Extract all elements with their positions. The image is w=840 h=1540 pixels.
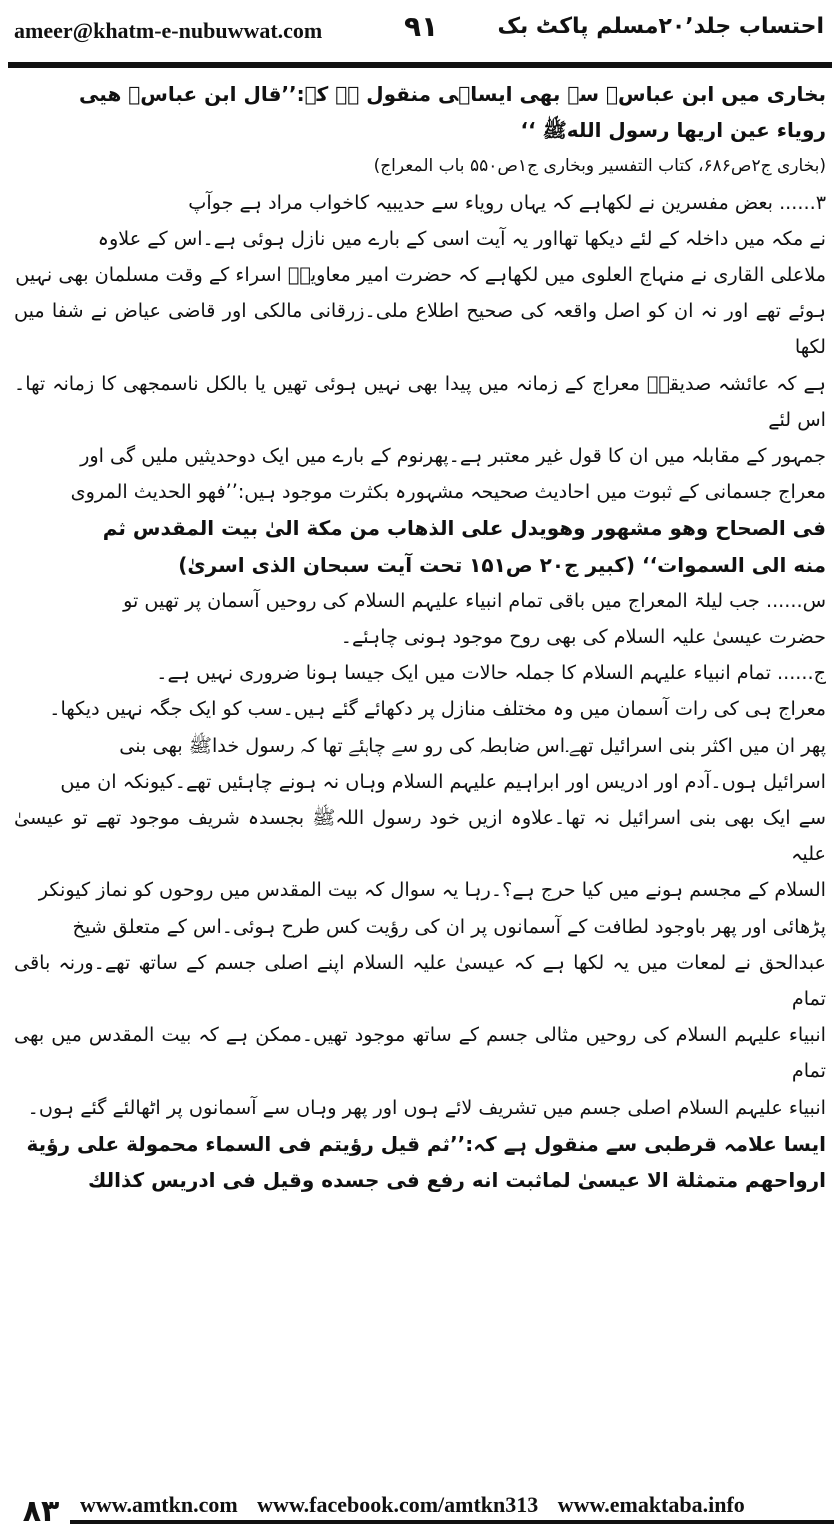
body-line: ہوئے تھے اور نہ ان کو اصل واقعہ کی صحیح اطلاع ملی۔زرقانی مالکی اور قاضی عیاض نے شفا میں لکھا [14, 299, 826, 359]
body-line: معراج ہی کی رات آسمان میں وہ مختلف منازل پر دکھائے گئے ہیں۔سب کو ایک جگہ نہیں دیکھا۔ [49, 697, 826, 721]
header-page-mark: ۹۱ [404, 10, 439, 43]
page-footer [0, 1486, 840, 1540]
body-line: ج...... تمام انبیاء علیہم السلام کا جملہ حالات میں ایک جیسا ہونا ضروری نہیں ہے۔ [156, 661, 826, 685]
body-line: (بخاری ج۲ص۶۸۶، کتاب التفسیر وبخاری ج۱ص۵۵۰ باب المعراج) [373, 156, 826, 177]
header-book-title: احتساب جلد۲۰٬مسلم پاکٹ بک [497, 14, 824, 39]
body-line: نے مکہ میں داخلہ کے لئے دیکھا تھااور یہ آیت اسی کے بارے میں نازل ہوئی ہے۔اس کے علاوہ [97, 226, 826, 250]
body-line: ۳...... بعض مفسرین نے لکھاہے کہ یہاں رویاء سے حدیبیہ کاخواب مراد ہے جوآپ [188, 190, 826, 214]
page-number: ۸۳ [22, 1494, 60, 1529]
body-line: س...... جب لیلۃ المعراج میں باقی تمام انبیاء علیہم السلام کی روحیں آسمان پر تھیں تو [123, 588, 826, 612]
footer-rule [70, 1520, 834, 1524]
body-line: سے ایک بھی بنی اسرائیل نہ تھا۔علاوہ ازیں خود رسول اللہﷺ بجسدہ شریف موجود تھے تو عیسیٰ علیہ [14, 806, 826, 866]
body-line: روياء عين اريها رسول اللهﷺ ‘‘ [520, 118, 826, 143]
body-line: پڑھائی اور پھر باوجود لطافت کے آسمانوں پر ان کی رؤیت کس طرح ہوئی۔اس کے متعلق شیخ [72, 914, 826, 938]
body-line: منه الى السموات‘‘ (کبیر ج۲۰ ص۱۵۱ تحت آیت سبحان الذی اسریٰ) [178, 552, 826, 577]
page-header [0, 0, 840, 62]
footer-link[interactable]: www.emaktaba.info [557, 1492, 745, 1517]
body-line: عبدالحق نے لمعات میں یہ لکھا ہے کہ عیسیٰ علیہ السلام اپنے اصلی جسم کے ساتھ تھے۔ورنہ باقی تمام [14, 950, 826, 1011]
footer-links [80, 1492, 759, 1518]
body-line: ہے کہ عائشہ صدیقہؓ معراج کے زمانہ میں پیدا بھی نہیں ہوئی تھیں یا بالکل ناسمجھی کا زمانہ تھا۔اس لئے [14, 371, 826, 431]
body-line: ارواحهم متمثلة الا عيسىٰ لماثبت انه رفع فی جسده وقيل فی ادريس كذالك [87, 1168, 826, 1193]
body-line: ملاعلی القاری نے منہاج العلوی میں لکھاہے کہ حضرت امیر معاویہؓ اسراء کے وقت مسلمان بھی نہیں [15, 263, 826, 287]
body-line: معراج جسمانی کے ثبوت میں احادیث صحیحہ مشہورہ بکثرت موجود ہیں:’’فهو الحديث المروی [70, 480, 826, 504]
body-line: بخاری میں ابن عباسؓ سے بھی ایساہی منقول ہے کہ:’’قال ابن عباسؓ هيى [79, 82, 826, 106]
body-line: حضرت عیسیٰ علیہ السلام کی بھی روح موجود ہونی چاہئے۔ [340, 625, 826, 649]
header-rule [8, 62, 832, 68]
body-line: فی الصحاح وهو مشهور وهويدل على الذهاب من مكة الىٰ بيت المقدس ثم [102, 516, 826, 541]
body-line: اسرائیل ہوں۔آدم اور ادریس اور ابراہیم علیہم السلام وہاں نہ ہونے چاہئیں تھے۔کیونکہ ان میں [60, 769, 826, 793]
header-email: ameer@khatm-e-nubuwwat.com [14, 18, 323, 43]
body-line: جمہور کے مقابلہ میں ان کا قول غیر معتبر ہے۔پھرنوم کے بارے میں ایک دوحدیثیں ملیں گی اور [80, 444, 826, 468]
page-body [14, 76, 826, 1476]
body-line: السلام کے مجسم ہونے میں کیا حرج ہے؟۔رہا یہ سوال کہ بیت المقدس میں روحوں کو نماز کیونکر [38, 878, 826, 902]
body-line: انبیاء علیہم السلام اصلی جسم میں تشریف لائے ہوں اور پھر وہاں سے آسمانوں پر اٹھالئے گئے ہوں۔ [27, 1095, 826, 1119]
footer-link[interactable]: www.amtkn.com [80, 1492, 238, 1517]
body-line: ایسا علامہ قرطبی سے منقول ہے کہ:’’ثم قيل رؤيتم فی السماء محمولة على رؤية [26, 1131, 826, 1156]
footer-link[interactable]: www.facebook.com/amtkn313 [257, 1492, 539, 1517]
body-line: پھر ان میں اکثر بنی اسرائیل تھے۔اس ضابطہ کی رو سے چاہئے تھا کہ رسول خداﷺ بھی بنی [119, 733, 826, 757]
body-line: انبیاء علیہم السلام کی روحیں مثالی جسم کے ساتھ موجود تھیں۔ممکن ہے کہ بیت المقدس میں بھی تمام [14, 1023, 826, 1083]
